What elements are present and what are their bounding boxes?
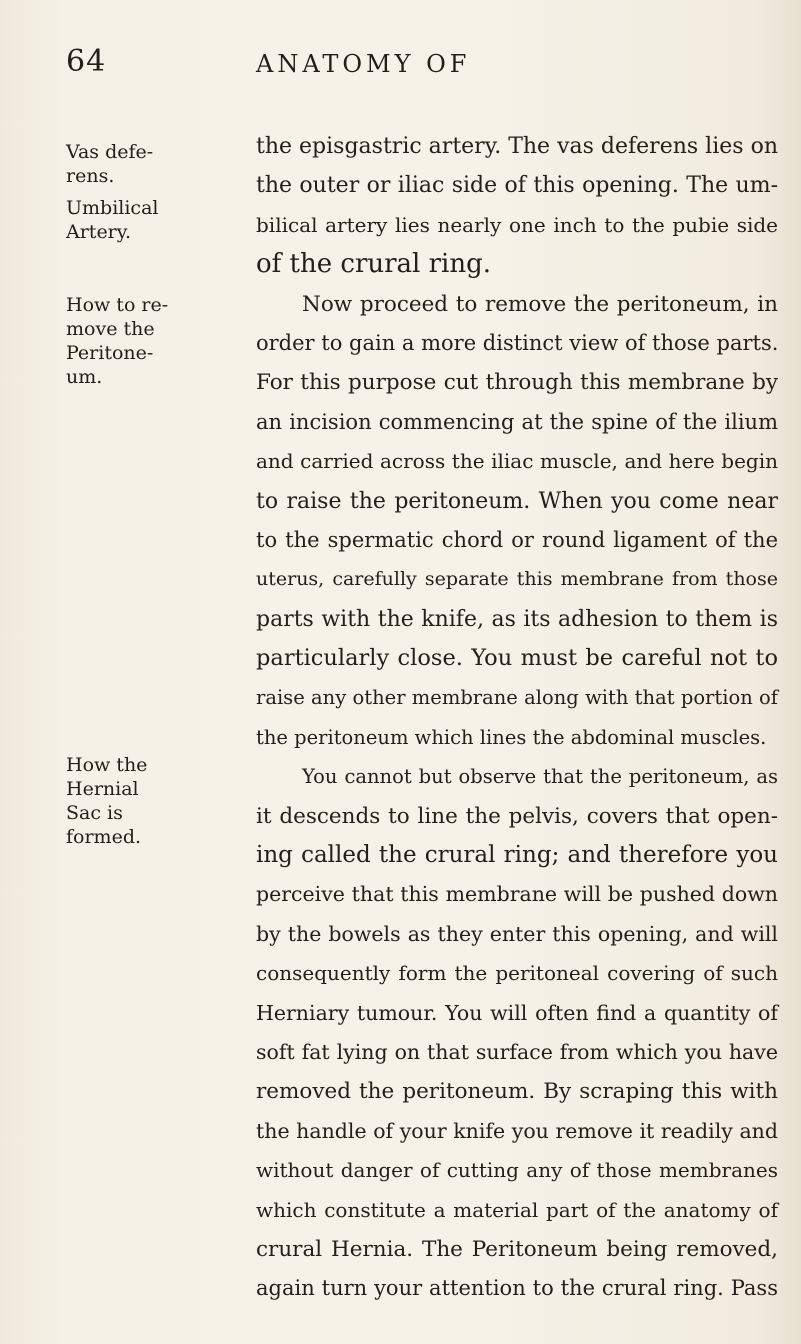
text-line: to raise the peritoneum. When you come near: [256, 488, 778, 514]
text-line: it descends to line the pelvis, covers that open-: [256, 803, 778, 829]
margin-note-umbilical-artery: [66, 196, 194, 244]
text-line: again turn your attention to the crural ring. Pass: [256, 1276, 778, 1301]
margin-note-hernial-sac: [66, 753, 194, 849]
text-line: without danger of cutting any of those membranes: [256, 1158, 778, 1183]
text-line: which constitute a material part of the anatomy of: [256, 1197, 778, 1222]
margin-note-line: um.: [66, 366, 103, 388]
margin-note-remove-peritoneum: [66, 293, 194, 389]
text-line: crural Hernia. The Peritoneum being removed,: [256, 1236, 778, 1262]
margin-note-line: Hernial: [66, 778, 139, 800]
text-line: ing called the crural ring; and therefore you: [256, 842, 778, 869]
text-line: the handle of your knife you remove it readily and: [256, 1118, 778, 1143]
margin-note-line: formed.: [66, 826, 142, 848]
text-line: and carried across the iliac muscle, and here begin: [256, 449, 778, 474]
text-line: bilical artery lies nearly one inch to the pubie side: [256, 212, 778, 237]
margin-note-line: Artery.: [66, 221, 132, 243]
text-line: order to gain a more distinct view of those parts.: [256, 330, 779, 355]
margin-note-line: Umbilical: [66, 197, 159, 219]
margin-note-vas-deferens: [66, 140, 194, 188]
running-head: ANATOMY OF: [256, 50, 471, 78]
text-line: Herniary tumour. You will often find a quantity of: [256, 1000, 778, 1025]
text-line: the peritoneum which lines the abdominal muscles.: [256, 725, 767, 749]
text-line: the episgastric artery. The vas deferens lies on: [256, 134, 778, 159]
text-line: soft fat lying on that surface from which you have: [256, 1039, 778, 1064]
margin-note-line: Sac is: [66, 802, 123, 824]
margin-note-line: How to re-: [66, 294, 169, 316]
text-line: raise any other membrane along with that portion of: [256, 686, 778, 710]
text-line: perceive that this membrane will be pushed down: [256, 882, 778, 907]
margin-note-line: rens.: [66, 165, 115, 187]
margin-note-line: How the: [66, 754, 148, 776]
text-line: particularly close. You must be careful not to: [256, 645, 778, 672]
page-number: 64: [66, 44, 107, 79]
text-line: by the bowels as they enter this opening, and will: [256, 921, 778, 946]
text-line: to the spermatic chord or round ligament of the: [256, 527, 778, 552]
text-line: Now proceed to remove the peritoneum, in: [302, 291, 778, 317]
text-line: the outer or iliac side of this opening. The um-: [256, 173, 778, 199]
body-text: [256, 127, 778, 1309]
text-line: an incision commencing at the spine of the ilium: [256, 409, 778, 434]
margin-note-line: Peritone-: [66, 342, 154, 364]
text-line: For this purpose cut through this membrane by: [256, 370, 778, 396]
text-line: removed the peritoneum. By scraping this with: [256, 1079, 778, 1105]
text-line: consequently form the peritoneal covering of such: [256, 961, 778, 986]
text-line: of the crural ring.: [256, 249, 492, 280]
margin-note-line: move the: [66, 318, 155, 340]
text-line: You cannot but observe that the peritoneum, as: [302, 765, 778, 789]
text-line: parts with the knife, as its adhesion to them is: [256, 606, 778, 632]
text-line: uterus, carefully separate this membrane from those: [256, 568, 778, 591]
margin-note-line: Vas defe-: [66, 141, 154, 163]
